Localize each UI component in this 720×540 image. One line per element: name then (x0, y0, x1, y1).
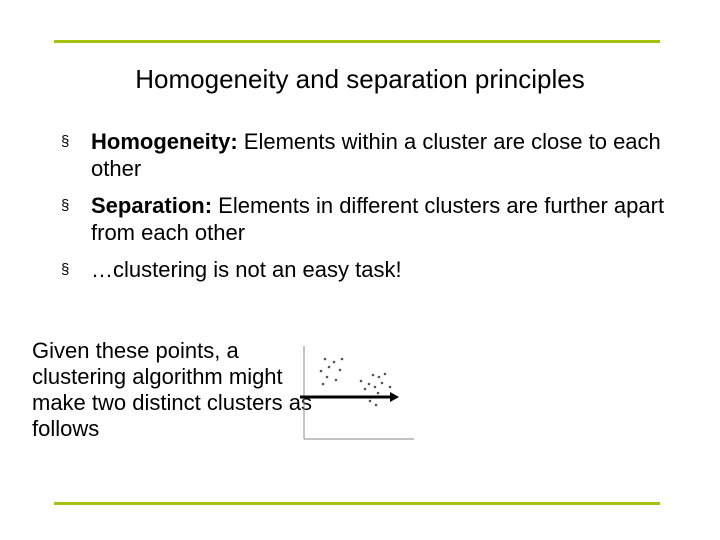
point-cluster-right (360, 373, 392, 407)
top-divider (54, 40, 660, 43)
scatter-illustration (296, 342, 431, 450)
bullet-text (91, 192, 691, 246)
data-point (372, 374, 375, 377)
bullet-term: Separation: (91, 193, 213, 218)
data-point (341, 358, 344, 361)
data-point (389, 386, 392, 389)
data-point (381, 382, 384, 385)
data-point (368, 383, 371, 386)
explanation-paragraph: Given these points, a clustering algorithm might make two distinct clusters as follows (32, 338, 312, 441)
square-bullet-icon: § (61, 133, 70, 150)
data-point (322, 383, 325, 386)
bullet-description: …clustering is not an easy task! (91, 257, 402, 282)
bullet-description: Elements in different clusters are further apart from each other (91, 193, 665, 245)
point-cluster-left (320, 358, 344, 386)
bullet-item-separation (0, 192, 720, 256)
data-point (320, 370, 323, 373)
data-point (324, 358, 327, 361)
data-point (374, 386, 377, 389)
bullet-list (0, 128, 720, 292)
data-point (378, 376, 381, 379)
bullet-text (91, 256, 691, 283)
data-point (360, 380, 363, 383)
data-point (369, 400, 372, 403)
data-point (375, 404, 378, 407)
data-point (328, 366, 331, 369)
bullet-item-not-easy (0, 256, 720, 292)
bullet-term: Homogeneity: (91, 129, 238, 154)
bottom-divider (54, 502, 660, 505)
data-point (377, 392, 380, 395)
data-point (364, 388, 367, 391)
slide-title: Homogeneity and separation principles (135, 64, 585, 94)
data-point (339, 369, 342, 372)
data-point (333, 361, 336, 364)
bullet-text (91, 128, 691, 182)
data-point (335, 379, 338, 382)
data-point (326, 376, 329, 379)
bullet-item-homogeneity (0, 128, 720, 192)
bullet-description: Elements within a cluster are close to each other (91, 129, 661, 181)
square-bullet-icon: § (61, 261, 70, 278)
data-point (384, 373, 387, 376)
square-bullet-icon: § (61, 197, 70, 214)
arrowhead-icon (390, 392, 399, 402)
